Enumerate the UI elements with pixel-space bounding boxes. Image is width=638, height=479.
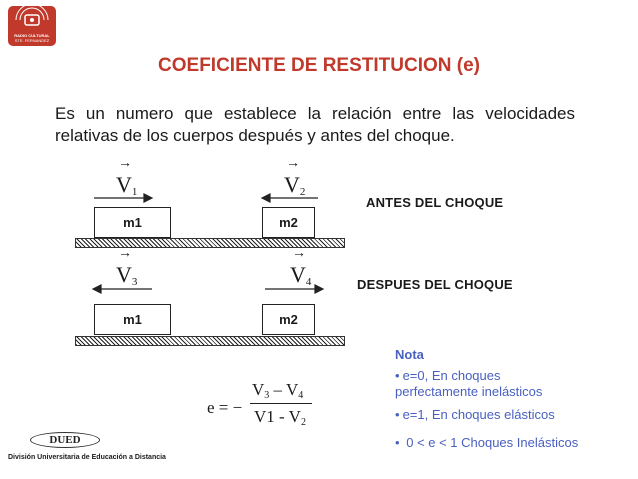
formula-lhs: e = − — [207, 398, 243, 417]
formula-numerator: $V_3 - V_4$ — [252, 380, 304, 401]
ground-surface-after — [75, 336, 345, 346]
intro-paragraph: Es un numero que establece la relación entre las velocidades relativas de los cuerpos después y antes del choque. — [55, 104, 575, 145]
note-item-1-cont: perfectamente inelásticos — [395, 384, 543, 399]
bullet-icon: • — [395, 435, 400, 450]
after-collision-label: DESPUES DEL CHOQUE — [357, 277, 513, 292]
slide-title: COEFICIENTE DE RESTITUCION (e) — [158, 55, 480, 76]
bullet-icon: • — [395, 368, 400, 383]
badge-text-line2: STE. FERNANDEZ — [14, 38, 50, 43]
note-item-2: • e=1, En choques elásticos — [395, 407, 555, 422]
note-item-1: • e=0, En choques — [395, 368, 501, 383]
mass-block-m2-before: m2 — [262, 207, 315, 238]
velocity-v2-label: → $V_2$ — [284, 156, 306, 198]
formula-fraction-bar — [250, 403, 312, 404]
mass-block-m1-after: m1 — [94, 304, 171, 335]
before-collision-label: ANTES DEL CHOQUE — [366, 195, 504, 210]
organization-name: División Universitaria de Educación a Distancia — [8, 454, 166, 461]
velocity-v3-label: → $V_3$ — [116, 246, 138, 288]
note-item-3: • 0 < e < 1 Choques Inelásticos — [395, 435, 579, 450]
notes-title: Nota — [395, 347, 424, 362]
velocity-v4-label: → $V_4$ — [290, 246, 312, 288]
badge-text-line1: RADIO CULTURAL — [14, 33, 50, 38]
mass-block-m2-after: m2 — [262, 304, 315, 335]
mass-block-m1-before: m1 — [94, 207, 171, 238]
bullet-icon: • — [395, 407, 400, 422]
velocity-v1-label: → $V_1$ — [116, 156, 138, 198]
formula-denominator: $V1 - V_2$ — [254, 407, 306, 428]
dued-logo: DUED — [30, 432, 100, 448]
